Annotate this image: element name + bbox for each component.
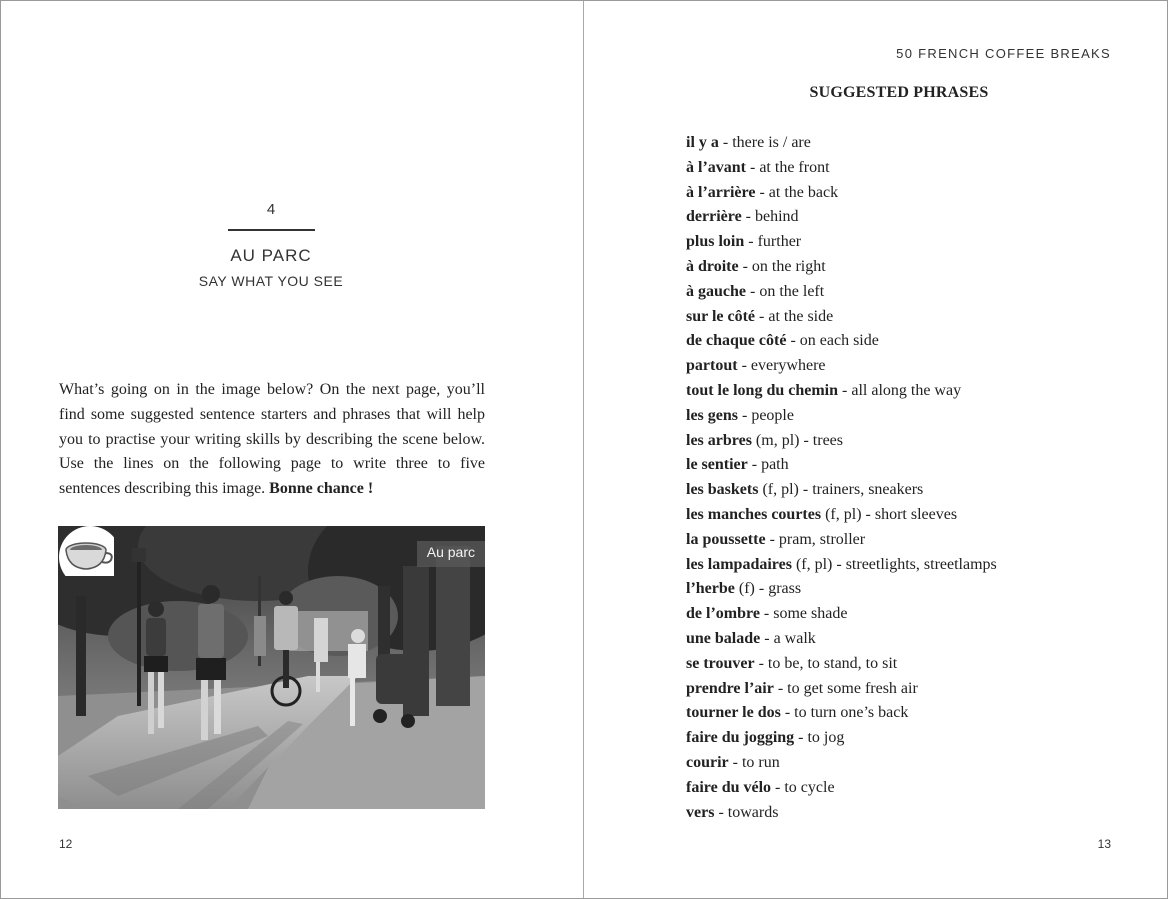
phrase-meaning: (f, pl) - short sleeves — [821, 505, 958, 523]
phrase-meaning: - behind — [741, 208, 799, 226]
phrase-item — [686, 430, 997, 455]
phrase-term: la poussette — [686, 530, 766, 548]
phrase-term: faire du jogging — [686, 729, 795, 747]
phrase-term: tourner le dos — [686, 704, 781, 722]
phrase-meaning: (f, pl) - trainers, sneakers — [758, 481, 924, 499]
phrase-term: les lampadaires — [686, 555, 792, 573]
phrase-term: il y a — [686, 134, 719, 151]
phrase-item — [686, 157, 997, 182]
phrase-item — [686, 504, 997, 529]
phrase-item — [686, 628, 997, 653]
phrase-item — [686, 281, 997, 306]
phrase-item — [686, 653, 997, 678]
phrase-item — [686, 380, 997, 405]
phrase-item — [686, 231, 997, 256]
phrase-item — [686, 306, 997, 331]
phrase-term: courir — [686, 753, 729, 771]
phrase-term: derrière — [686, 208, 742, 226]
phrase-item — [686, 777, 997, 802]
phrase-meaning: - at the side — [755, 307, 834, 325]
phrase-meaning: - a walk — [760, 629, 816, 647]
phrase-meaning: - there is / are — [718, 134, 811, 151]
image-caption-label: Au parc — [417, 541, 485, 567]
phrase-meaning: (f, pl) - streetlights, streetlamps — [791, 555, 997, 573]
phrase-term: une balade — [686, 629, 761, 647]
phrase-term: se trouver — [686, 654, 755, 672]
phrase-meaning: (f) - grass — [734, 580, 802, 598]
intro-text: What’s going on in the image below? On the next page, you’ll find some suggested sentence starters and phrases that will help you to practise your writing skills by describing the scene below. Use the lines on the following page to write three to five sentences describing this image. — [59, 381, 485, 498]
phrase-item — [686, 405, 997, 430]
phrase-item — [686, 330, 997, 355]
park-scene-illustration — [58, 526, 485, 809]
phrase-term: plus loin — [686, 233, 745, 251]
phrase-term: partout — [686, 357, 738, 375]
phrase-term: l’herbe — [686, 580, 735, 598]
phrase-item — [686, 355, 997, 380]
phrase-meaning: - on each side — [786, 332, 879, 350]
phrase-item — [686, 256, 997, 281]
phrase-term: les baskets — [686, 481, 759, 499]
phrase-item — [686, 479, 997, 504]
phrase-term: à l’avant — [686, 158, 746, 176]
phrase-item — [686, 454, 997, 479]
phrase-term: les manches courtes — [686, 505, 822, 523]
phrase-item — [686, 206, 997, 231]
chapter-title: AU PARC — [230, 246, 312, 265]
coffee-cup-icon — [58, 526, 114, 576]
phrase-meaning: - on the left — [746, 282, 825, 300]
phrase-term: de l’ombre — [686, 605, 760, 623]
intro-paragraph — [59, 378, 485, 502]
phrase-meaning: - people — [738, 406, 794, 424]
phrase-term: vers — [686, 803, 715, 821]
phrase-item — [686, 529, 997, 554]
phrase-term: le sentier — [686, 456, 748, 474]
phrase-term: les arbres — [686, 431, 752, 449]
phrase-item — [686, 752, 997, 777]
phrase-item — [686, 603, 997, 628]
phrase-term: à gauche — [686, 282, 746, 300]
phrase-meaning: - some shade — [759, 605, 848, 623]
phrase-list — [686, 132, 997, 826]
phrase-item — [686, 678, 997, 703]
phrase-item — [686, 554, 997, 579]
page-number-left: 12 — [59, 837, 73, 851]
phrase-meaning: - at the front — [746, 158, 830, 176]
phrase-term: de chaque côté — [686, 332, 787, 350]
phrase-term: sur le côté — [686, 307, 756, 325]
chapter-rule — [228, 229, 315, 231]
phrase-meaning: - to get some fresh air — [773, 679, 918, 697]
phrase-meaning: - everywhere — [737, 357, 826, 375]
phrase-term: prendre l’air — [686, 679, 774, 697]
phrase-meaning: - to cycle — [771, 778, 835, 796]
phrase-item — [686, 702, 997, 727]
page-number-right: 13 — [1097, 837, 1111, 851]
phrase-item — [686, 132, 997, 157]
phrase-meaning: - on the right — [738, 257, 826, 275]
phrase-meaning: - to run — [728, 753, 780, 771]
phrase-term: tout le long du chemin — [686, 381, 839, 399]
chapter-number: 4 — [266, 201, 276, 218]
phrase-term: à l’arrière — [686, 183, 756, 201]
phrase-meaning: - towards — [714, 803, 779, 821]
phrase-meaning: - further — [744, 233, 802, 251]
phrase-term: les gens — [686, 406, 738, 424]
running-head: 50 FRENCH COFFEE BREAKS — [896, 46, 1111, 61]
section-title: SUGGESTED PHRASES — [809, 84, 989, 101]
left-page — [1, 1, 584, 898]
intro-bold-text: Bonne chance ! — [269, 480, 374, 498]
phrase-meaning: - to jog — [794, 729, 845, 747]
chapter-subtitle: SAY WHAT YOU SEE — [198, 273, 344, 289]
phrase-item — [686, 802, 997, 827]
phrase-meaning: - path — [747, 456, 789, 474]
phrase-meaning: - pram, stroller — [765, 530, 866, 548]
phrase-item — [686, 578, 997, 603]
park-photo — [58, 526, 485, 809]
phrase-term: faire du vélo — [686, 778, 772, 796]
phrase-item — [686, 727, 997, 752]
phrase-meaning: - all along the way — [838, 381, 962, 399]
phrase-meaning: - at the back — [755, 183, 839, 201]
phrase-item — [686, 182, 997, 207]
phrase-meaning: (m, pl) - trees — [751, 431, 843, 449]
right-page — [585, 1, 1167, 898]
phrase-meaning: - to be, to stand, to sit — [754, 654, 898, 672]
phrase-meaning: - to turn one’s back — [780, 704, 909, 722]
phrase-term: à droite — [686, 257, 739, 275]
